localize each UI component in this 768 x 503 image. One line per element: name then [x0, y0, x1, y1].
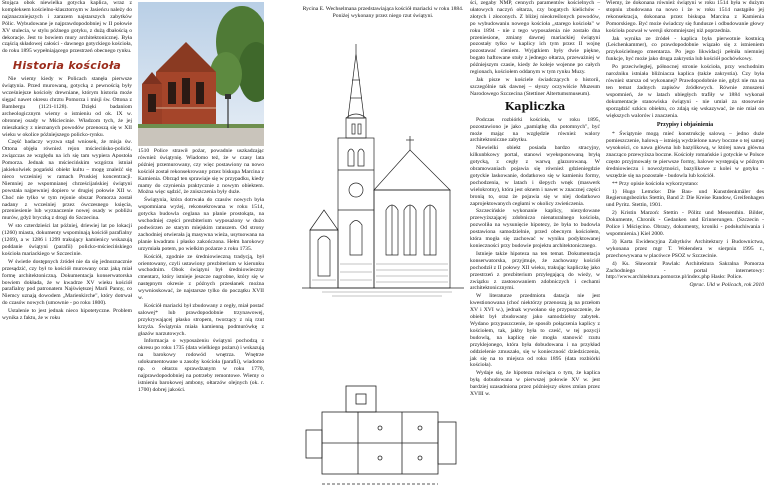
body-paragraph: Ustalenie to jest jednak nieco hipotetyczne. Problem wynika z faktu, że w roku: [2, 308, 132, 322]
notes-heading: Przypisy i objaśnienia: [656, 122, 714, 129]
body-paragraph: ści, zegaby NMP, cennych paramentów kościelnych – ułatowych naczyń ołtarza, czy bogatych kielichów - złotych i złoconych. Z bliżej nieokreślonych powodów, po wybudowaniu nowego kościoła „starego kościoła" w roku 1894 - nie z tego wyposażenia nie zostało dna przeniesione, zmiany dawnej mariackiej świątyni pozostały tylko w kaplicy ich tym przez II wojnę pozostawać cieniem. Wyjątkiem były dwie piękne, bogato haftowane stuły z jednego ołtarza, przeważniej w późniejszym czasie, kiedy że koleje wojenne po całych regionach, kościołem oddanym w tym rynku Muzy.: [470, 0, 600, 76]
body-paragraph: Kościół, zgodnie ze średniowieczną tradycją, był orientowany, czyli ustawiony prezbiterium w kierunku wschodnim. Obok świątyni był średniowieczny cmentarz, który istnieje jeszcze nagrobne, który się w następnym okresie z późnych przesłanek można wywnioskować, że najstarsze tylko do początku XVII w.: [138, 253, 264, 302]
column-2: [138, 148, 264, 395]
church-floorplan: [302, 380, 464, 498]
column-1: [2, 0, 132, 323]
footnote: 4) Ks. Sławomir Pawlak: Architektura Sakralna Pomorza Zachodniego - portal internetowy: http://www.architektura.pomorze.pl/index.php Hasło: Police.: [606, 260, 764, 281]
engraving-caption: Rycina E. Wechselmana przedstawiająca kościół mariacki w roku 1884. Poniżej wykonany przez niego rzut świątyni.: [302, 6, 464, 19]
chapel-photo: [138, 2, 264, 146]
body-paragraph: Wiemy, że dokonana również świątyni w roku 1514 była w dużym stopniu zbudowana na nowo i że w roku 1514 nastąpiło jej rekonsekracja, dokonana przez biskupa Marcina z Kamienia Pomorskiego. Być może świadczy się fundusze i odbudowanie głowy kościoła pozwał w wersji skromniejszej niż poprzednia.: [606, 0, 764, 34]
body-paragraph: Kościół mariacki był zbudowany z cegły, miał postać salowej* lub prawdopodobnie trzynawowej, przykrywającej płasko stropem, tworzący z nią rzut krzyża. Świątynia miała kamienną podmurówkę z głazów narzutowych.: [138, 302, 264, 337]
footnote: * Świątynie mogą mieć konstrukcję salową – jedno duże pomieszczenie, halową – istnieją wydzielone nawy boczne o tej samej wysokości, co nawa główna lub bazylikową, w której nawa główna znacząco przewyższa boczne. Kościoły romańskie i gotyckie w Polsce często przyjmowały te pierwsze formy, halowe występują w późnym średniowieczu i nowożytności, bazylikowe z kolei w gotyku - wszędzie się na pozostałe - budowla lub kościół.: [606, 131, 764, 179]
body-paragraph: Część badaczy wyzwa stąd wniosek, że misja św. Ottona objęła również rejon mściecińsko-policki, związczas ze względu na ich się tam wypiera Apostoła Pomorza. Jednak na mściecińskim wzgórzu istniał jakiekolwiek pogański obiekt kultu – mogę znaleźć się nieco wcześniej w ramach Pruskiej koncentracji. Niemniej ze wspomnianej chrześcijańskiej świątyni powstała najpewniej dopiero w drugiej połowie XII w. Choć nie tylko w tym rejonie obszar Pomorza został nadany z wcześniej przez ówczesnego księcia, przeniesienie lub wyznaczenie nowej osady w pobliżu murów, gdyż bryczką z drogi do Szczecina.: [2, 139, 132, 222]
chapel-heading: Kapliczka: [504, 99, 566, 113]
body-paragraph: Podczas rozbiórki kościoła, w roku 1895, pozostawiono je jako „pamiątkę dla potomnych", być może mając na względzie również walory architektoniczne zabytku.: [470, 116, 600, 144]
body-paragraph: Nie wiemy kiedy w Policach stanęła pierwsze świątynia. Przed murowaną, gotycką z pewnością były wcześniejsze kościoły drewniane, którym historia może sięgać nawet okresu chrztu Pomorza i misji św. Ottona z Bambergu (1121-1128). Dzięki badaniom archeologicznym wiemy o istnieniu od ok. IX w. obronnej osady w Mściecinie. Władzom tych, że jej mieszkańcy z nieznanych powodów przenoszą się w XII wieku w okolice późniejszego policko-rynku.: [2, 76, 132, 138]
history-heading: Historia kościoła: [12, 59, 122, 73]
footnote: 2) Kristin Marzoń: Stettin - Pölitz und Messenthin. Bilder, Dokumente, Chronik - Gedanken und Erinnerungen. (Szczecin - Police i Mścięcino. Obrazy, dokumenty, kroniki - podsłuchiwania i wspomnienia.) Kiel 2000.: [606, 210, 764, 237]
body-paragraph: Jak pisze w kościele świadczących o historii, szczególnie tak dawnej – słyszy oczywiście Muzeum Narodowego Szczecina (Stettiner Altertumsmuseum).: [470, 76, 600, 97]
body-paragraph: Informacja o wyposażeniu świątyni pochodzą z okresu po roku 1735 (data wielkiego pożaru) i wskazują na barokowy rodowód wnętrza. Wnętrze udokumentowane u zasoby kościoła (parafii), wiadomo np. o ołtarzu sprawdzanym w roku 1770, najprawdopodobniej na potrzeby remontowe. Wiemy o istnieniu barokowej ambony, ołtarzów olejnych (ok. r. 1700) dobrej jakości.: [138, 338, 264, 393]
body-paragraph: Istnieje także hipoteza na ten temat. Dokumentacja konserwatorska, przyjmuje, że zachowany kościół pochodził z II połowy XII wieku, trakując kapliczkę jako przestrzeń z prezbiterium przylegającą do wieży, w związku z zastosowaniem zdobniczych i cechami architektonicznymi.: [470, 250, 600, 292]
body-paragraph: Szczecińskie wykonanie kaplicy, niezydowane przewyższającej zdobniczo nienaturalnego kościoła, pozwoliła na wysunięcie hipotezy, że była to budowla postawiona samodzielnie, przed obecnym kościołem, która mogła się zachować w wyniku podyktowanej konieczności przy budowie projektu architektonicznego.: [470, 208, 600, 249]
footnote: 3) Karta Ewidencyjna Zabytków Architektury i Budownictwa, wykonana przez mgr T. Wołendera w sierpniu 1995 r., przechowywana w placówce PSOZ w Szczecinie.: [606, 238, 764, 259]
body-paragraph: W sto czterdzieści lat później, driewiej lat po lokacji (1260) miasta, dokumenty wspominają kościół parafialny (1269), a w 1286 i 1299 trakujący kamienicy wskazują poddanie świątyni (parafii) policko-mściecińskiego kościoła mariackiego w Szczecinie.: [2, 223, 132, 257]
body-paragraph: 1510 Police strawił pożar, powadnie uszkadzając również świątynię. Wiadomo też, że w czasy lata później przemurowany, czy więc postawiony na nowo kościół został rekonsekrowany przez biskupa Marcina z Kamienia. Obrząd ten sprawiaje się w przypadku, kiedy mamy do czynienia praktycznie z nowym obiektem. Można więc sądzić, że zniszczenia były duże.: [138, 148, 264, 196]
body-paragraph: W literaturze przedmiotu datacja nie jest kwestionowana (choć niektórzy przenoszą ją na przełom XV i XVI w.), jednak wywołano się przypuszczenie, że obiekt był zbudowany jako samodzielny zabytek. Wydano przypuszczenie, że sposób połączenia kaplicy z kościołem, tak, jakby była to cześć, w tej pozycji budowlą, na kaplicę nie mogła stanowić rzutu przyklejonego, która była dobudowana i na przykład oddzielenie zmuszało, się w konieczność dziedziczenia, jak się na to miejsca od roku 1895 (data rozbiórki kościoła).: [470, 293, 600, 369]
body-paragraph: Niewielki obiekt posiada bardzo stracyjny, kilkunbkowy portal, stanowi wyeksponowaną bryłą gotycką, z cegły z warwą glazurowaną. W obramowaniach pojawia się również gdzieniegdzie gotyckie laskowanie, dodatkowo się w kamieniu formy, pochodzenia, w latach i ślepych wnęk (maswerk wielokrotny), która jest oknem i nawet w znacznej części bronią to, oraz że pojawia się w niej dodatkowo zaprojektowanych cegłami w okolicy zwieńczenia.: [470, 145, 600, 207]
body-paragraph: Po przeciwległej, północnej stronie kościoła, przy wschodnim narożniku istniała bliźniacza kaplica (także zakrystia). Czy była również starsza od wykonanej? Prawdopodobnie nie, gdyż nie ma na ten temat żadnych zapisów źródłowych. Równie zmuszeni wspomnień, że w latach ubiegłych trafiły w 1884 wykonał dokumentacje stanowiska świątyni - nie umiał za stosownie sporządzić szkicu obiektu, co zdają się wskazywać, że nie miał on większych walorów i znaczenia.: [606, 64, 764, 119]
body-paragraph: Świątynia, która dotrwała do czasów nowych była wspomniana wyżej, rekonsekrowana w roku 1514, gotycka budowla ceglana na planie prostokąta, na wschodniej części prezbiterium wyposażony w dużo podwórzen ze starym miejskim ratuszem. Od strony zachodniej otwierała ją masywna wieża, usytuowana na planie kwadratu i płasko zakończona. Hełm barokowy urzymiała potem, po wielkim pożarze z roku 1735.: [138, 197, 264, 252]
author-signature: Oprac. Ułd w Policach, rok 2010: [689, 282, 764, 289]
body-paragraph: Jak wynika ze źródeł - kaplica była pierwotnie kostnicą (Leichenkammer), co prawdopodobnie wiązało się z istnieniem przykościelnego cmentarza. Po jego likwidacji pełniła niemniej funkcje, być może jako druga zakrystia lub kościół pochówkowy.: [606, 35, 764, 63]
column-3: [470, 0, 600, 399]
column-4: [606, 0, 764, 289]
footnote: ** Przy opisie kościoła wykorzystano:: [612, 180, 699, 187]
intro-paragraph: Stojąca obok niewielka gotycka kaplica, wraz z kompleksem kościelno-klasztornym w Jasieńcu należy do najznaczniejszych i zarazem najstarszych zabytków Pólic. Wybudowane je najprawdopodobniej w II połowie XV stulecia, w stylu późnego gotyku, z dużą dbałością o dekoracje. Jest to bowiem mury architektonicznej. Była cząścią składowej całości - dawnego gotyckiego kościoła, do roku 1895 wypełniającego przestrzeń obecnego rynku.: [2, 0, 132, 55]
footnote: 1) Hugo Lemcke: Die Bau- und Kunstdenkmäler des Regierungsbezirks Stettin, Band 2: Die Kreise Randow, Greifenhagen und Pyritz. Stettin, 1901.: [606, 188, 764, 209]
body-paragraph: W świetle dostępnych źródeł nie da się jednoznacznie przesądzić, czy był to kościół murowany oraz jaką miał formę architektoniczną. Dokumentacja konserwatorska bowiem dokłada, że w kwadrze XV wieku kościół parafialny pod patronatem Najświętszej Marii Panny, co Niemcy uznają dowodem „Marienkirche", który dotrwał do czasów nowych (umownie - po roku 1800).: [2, 258, 132, 307]
body-paragraph: Wydaje się, że hipoteza mówiąca o tym, że kaplica byłą dobudowana w pierwszej połowie XV w. jest bardziej uzasadniona przez późniejszy okres zmian przez XVIII w.: [470, 370, 600, 398]
